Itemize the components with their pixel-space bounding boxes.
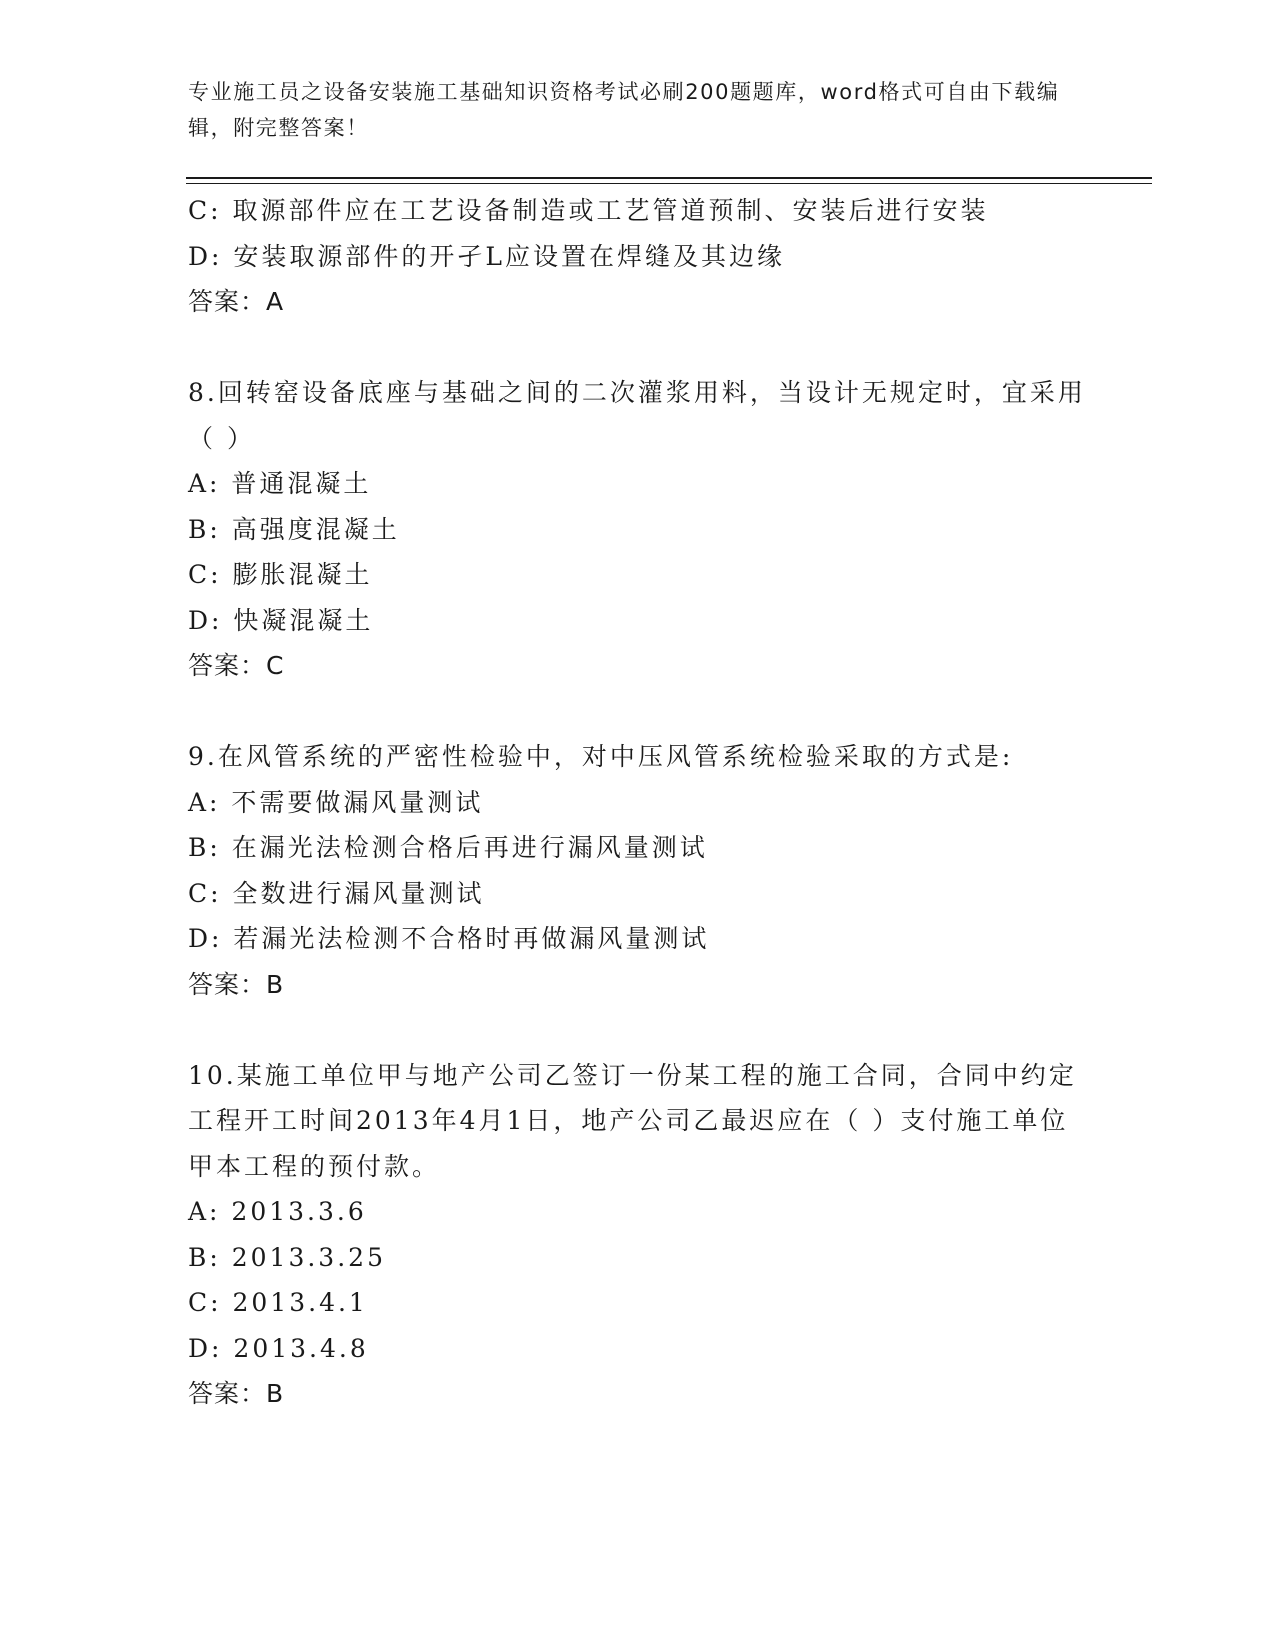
document-header (188, 74, 1068, 146)
question-10 (188, 1053, 1088, 1417)
option-c: C: 膨胀混凝土 (188, 560, 373, 589)
spacer (188, 689, 1088, 735)
question-7-partial (188, 188, 1088, 325)
header-title: 专业施工员之设备安装施工基础知识资格考试必刷200题题库，word格式可自由下载编辑，附完整答案！ (188, 80, 1060, 140)
answer: 答案：B (188, 969, 285, 999)
option-a: A: 2013.3.6 (188, 1197, 367, 1226)
option-d: D: 快凝混凝土 (188, 605, 374, 635)
question-9 (188, 734, 1088, 1007)
header-divider-thin (186, 183, 1152, 184)
question-text: 10.某施工单位甲与地产公司乙签订一份某工程的施工合同，合同中约定工程开工时间2013年4月1日，地产公司乙最迟应在（ ）支付施工单位甲本工程的预付款。 (188, 1060, 1077, 1181)
answer: 答案：C (188, 651, 285, 680)
answer: 答案：B (188, 1379, 285, 1408)
document-body (188, 188, 1088, 1417)
spacer (188, 325, 1088, 371)
header-divider-thick (186, 177, 1152, 179)
option-a: A: 普通混凝土 (188, 469, 372, 498)
question-8 (188, 370, 1088, 689)
option-b: B: 在漏光法检测合格后再进行漏风量测试 (188, 833, 708, 862)
option-c: C: 2013.4.1 (188, 1288, 368, 1317)
option-d: D: 2013.4.8 (188, 1333, 369, 1363)
option-b: B: 高强度混凝土 (188, 514, 400, 544)
question-text: 9.在风管系统的严密性检验中，对中压风管系统检验采取的方式是: (188, 742, 1014, 771)
option-b: B: 2013.3.25 (188, 1242, 386, 1272)
option-c: C: 取源部件应在工艺设备制造或工艺管道预制、安装后进行安装 (188, 196, 989, 225)
option-a: A: 不需要做漏风量测试 (188, 787, 484, 817)
answer: 答案：A (188, 287, 285, 316)
spacer (188, 1007, 1088, 1053)
question-text: 8.回转窑设备底座与基础之间的二次灌浆用料，当设计无规定时，宜采用（ ） (188, 378, 1086, 453)
option-c: C: 全数进行漏风量测试 (188, 878, 485, 908)
option-d: D: 若漏光法检测不合格时再做漏风量测试 (188, 924, 710, 953)
option-d: D: 安装取源部件的开孑L应设置在焊缝及其边缘 (188, 241, 786, 271)
